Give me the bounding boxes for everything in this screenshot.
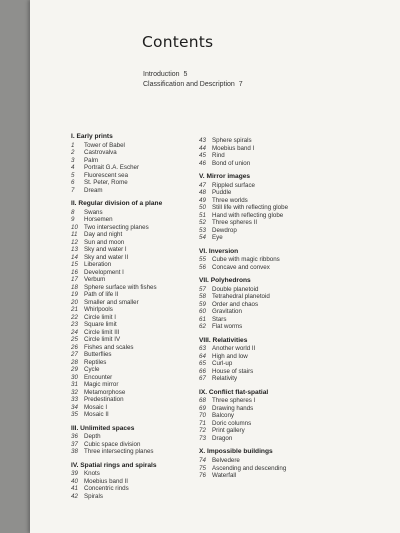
entry-number: 63 (199, 345, 206, 353)
entry-title: Drawing hands (212, 404, 254, 412)
entry-number: 39 (71, 470, 78, 478)
contents-entry (199, 189, 369, 197)
entry-title: Cycle (84, 366, 100, 374)
entry-title: Double planetoid (212, 285, 259, 293)
entry-number: 11 (71, 231, 78, 239)
entry-number: 28 (71, 358, 78, 366)
entry-number: 74 (199, 457, 206, 465)
section-title: VIII. Relativities (199, 336, 248, 344)
contents-entry (199, 145, 369, 153)
entry-number: 48 (199, 189, 206, 197)
entry-title: Cube with magic ribbons (212, 256, 280, 264)
contents-entry (199, 412, 369, 420)
entry-number: 38 (71, 448, 78, 456)
entry-number: 1 (71, 141, 75, 149)
section-title: IX. Conflict flat-spatial (199, 388, 269, 396)
entry-number: 52 (199, 219, 206, 227)
entry-number: 31 (71, 381, 78, 389)
entry-number: 50 (199, 204, 206, 212)
contents-entry (199, 137, 369, 145)
entry-title: Castrovalva (84, 149, 117, 157)
entry-number: 53 (199, 226, 206, 234)
section-title: II. Regular division of a plane (71, 200, 163, 208)
entry-number: 5 (71, 171, 75, 179)
contents-entry (199, 420, 369, 428)
entry-number: 7 (71, 186, 75, 194)
entry-title: Mosaic I (84, 403, 108, 411)
entry-title: Portrait G.A. Escher (84, 164, 140, 172)
contents-entry (199, 308, 369, 316)
entry-number: 20 (71, 298, 78, 306)
contents-entry (199, 353, 369, 361)
entry-title: Relativity (212, 375, 238, 383)
entry-number: 47 (199, 181, 206, 189)
intro-label: Classification and Description (143, 80, 235, 88)
entry-number: 67 (199, 375, 206, 383)
entry-title: St. Peter, Rome (84, 179, 128, 187)
entry-title: Circle limit I (84, 313, 116, 321)
entry-title: Waterfall (212, 472, 237, 480)
contents-entry (199, 234, 369, 242)
contents-entry (199, 427, 369, 435)
entry-title: Sun and moon (84, 238, 125, 246)
page-title: Contents (142, 33, 214, 51)
entry-title: Eye (212, 234, 223, 242)
contents-entry (199, 286, 369, 294)
entry-number: 75 (199, 464, 206, 472)
entry-title: Balcony (212, 412, 235, 420)
entry-title: Sphere surface with fishes (84, 283, 157, 291)
book-page (30, 0, 400, 533)
entry-title: Rippled surface (212, 181, 255, 189)
section-title: I. Early prints (71, 133, 113, 140)
entry-title: Three intersecting planes (84, 448, 154, 456)
entry-title: Three spheres I (212, 397, 256, 405)
entry-number: 45 (199, 152, 206, 159)
section-title: V. Mirror images (199, 173, 251, 180)
entry-title: Circle limit IV (84, 336, 121, 344)
entry-title: Mosaic II (84, 411, 109, 419)
section-title: III. Unlimited spaces (71, 424, 135, 432)
entry-title: Sphere spirals (212, 137, 252, 144)
entry-number: 8 (71, 208, 75, 216)
contents-entry (199, 152, 369, 160)
contents-entry (199, 360, 369, 368)
entry-number: 64 (199, 352, 206, 360)
entry-title: Concave and convex (212, 263, 270, 271)
entry-title: Day and night (84, 231, 123, 239)
intro-line (143, 80, 243, 90)
entry-number: 17 (71, 276, 78, 284)
entry-number: 35 (71, 411, 78, 419)
contents-entry (199, 301, 369, 309)
contents-entry (71, 485, 221, 493)
entry-number: 58 (199, 293, 206, 301)
entry-number: 71 (199, 419, 206, 427)
entry-number: 37 (71, 440, 78, 448)
entry-title: Whirlpools (84, 306, 113, 314)
entry-title: Spirals (84, 492, 103, 500)
entry-title: Print gallery (212, 427, 245, 435)
contents-entry (199, 397, 369, 405)
entry-number: 36 (71, 433, 78, 441)
entry-number: 29 (71, 366, 78, 374)
entry-number: 51 (199, 211, 206, 219)
entry-number: 68 (199, 397, 206, 405)
contents-entry (199, 160, 369, 168)
entry-title: Gravitation (212, 308, 242, 316)
contents-entry (199, 457, 369, 465)
intro-page: 7 (238, 80, 243, 88)
entry-title: Still life with reflecting globe (212, 204, 289, 212)
entry-number: 13 (71, 246, 78, 254)
entry-number: 61 (199, 315, 206, 323)
entry-title: Liberation (84, 261, 112, 269)
contents-entry (199, 375, 369, 383)
entry-number: 12 (71, 238, 78, 246)
entry-number: 2 (71, 149, 75, 157)
entry-number: 73 (199, 434, 206, 442)
entry-title: Butterflies (84, 351, 112, 359)
entry-title: Sky and water I (84, 246, 127, 254)
entry-title: Dream (84, 186, 103, 194)
entry-title: Metamorphose (84, 388, 126, 396)
entry-title: Curl-up (212, 360, 233, 368)
section-title: X. Impossible buildings (199, 448, 273, 456)
entry-number: 72 (199, 427, 206, 435)
entry-title: Belvedere (212, 457, 240, 465)
entry-number: 62 (199, 323, 206, 331)
entry-title: Doric columns (212, 419, 252, 427)
contents-entry (199, 345, 369, 353)
contents-entry (199, 323, 369, 331)
entry-number: 69 (199, 404, 206, 412)
entry-title: Hand with reflecting globe (212, 211, 284, 219)
intro-line (143, 70, 243, 80)
entry-title: Flat worms (212, 323, 243, 331)
entry-title: Concentric rinds (84, 485, 129, 493)
entry-title: Smaller and smaller (84, 298, 139, 306)
entry-number: 54 (199, 234, 206, 242)
entry-title: Square limit (84, 321, 117, 329)
contents-section (199, 137, 369, 167)
entry-title: Two intersecting planes (84, 223, 149, 231)
entry-number: 14 (71, 253, 78, 261)
entry-title: Three worlds (212, 196, 248, 204)
entry-title: Cubic space division (84, 440, 141, 448)
contents-entry (71, 493, 221, 501)
entry-number: 42 (71, 492, 78, 500)
entry-number: 56 (199, 263, 206, 271)
entry-title: Predestination (84, 396, 124, 404)
entry-title: Order and chaos (212, 300, 259, 308)
entry-number: 59 (199, 300, 206, 308)
entry-number: 32 (71, 388, 78, 396)
entry-number: 15 (71, 261, 78, 269)
contents-section (199, 448, 369, 479)
entry-title: Moebius band II (84, 477, 129, 485)
contents-entry (199, 472, 369, 480)
entry-title: Three spheres II (212, 219, 258, 227)
entry-title: Knots (84, 470, 100, 478)
entry-title: Path of life II (84, 291, 119, 299)
entry-title: Dragon (212, 434, 233, 442)
entry-number: 76 (199, 472, 206, 480)
entry-number: 9 (71, 216, 75, 224)
entry-title: Tetrahedral planetoid (212, 293, 270, 301)
entry-number: 3 (71, 156, 75, 164)
contents-entry (199, 182, 369, 190)
contents-entry (199, 405, 369, 413)
entry-number: 16 (71, 268, 78, 276)
entry-number: 70 (199, 412, 206, 420)
entry-title: House of stairs (212, 367, 254, 375)
entry-number: 18 (71, 283, 78, 291)
contents-section (199, 337, 369, 383)
contents-entry (199, 264, 369, 272)
section-title: VI. Inversion (199, 247, 239, 255)
entry-title: Moebius band I (212, 144, 255, 152)
entry-title: Fishes and scales (84, 343, 134, 351)
entry-title: Dewdrop (212, 226, 237, 234)
contents-entry (199, 227, 369, 235)
entry-title: Sky and water II (84, 253, 129, 261)
entry-number: 26 (71, 343, 78, 351)
contents-entry (199, 197, 369, 205)
entry-number: 55 (199, 256, 206, 264)
entry-number: 34 (71, 403, 78, 411)
entry-title: Development I (84, 268, 124, 276)
entry-number: 65 (199, 360, 206, 368)
entry-title: Puddle (212, 189, 232, 197)
contents-section (199, 389, 369, 443)
entry-title: Encounter (84, 373, 113, 381)
entry-number: 21 (71, 306, 78, 314)
entry-number: 30 (71, 373, 78, 381)
entry-number: 57 (199, 285, 206, 293)
contents-entry (199, 435, 369, 443)
entry-title: Ascending and descending (212, 464, 287, 472)
entry-title: Fluorescent sea (84, 171, 129, 179)
contents-section (199, 173, 369, 242)
entry-title: Stars (212, 315, 227, 323)
entry-number: 25 (71, 336, 78, 344)
entry-number: 23 (71, 321, 78, 329)
entry-title: Another world II (212, 345, 256, 353)
entry-number: 19 (71, 291, 78, 299)
intro-block (143, 70, 243, 89)
entry-title: Magic mirror (84, 381, 119, 389)
entry-title: Swans (84, 208, 103, 216)
intro-page: 5 (183, 71, 188, 78)
entry-number: 46 (199, 159, 206, 167)
entry-number: 6 (71, 179, 75, 187)
entry-number: 33 (71, 396, 78, 404)
entry-number: 49 (199, 196, 206, 204)
contents-section (199, 277, 369, 331)
entry-number: 41 (71, 485, 78, 493)
intro-label: Introduction (143, 71, 180, 78)
entry-title: Reptiles (84, 358, 107, 366)
contents-entry (199, 316, 369, 324)
entry-title: High and low (212, 352, 248, 360)
section-title: IV. Spatial rings and spirals (71, 461, 157, 469)
entry-title: Horsemen (84, 216, 113, 224)
contents-entry (199, 465, 369, 473)
entry-number: 22 (71, 313, 78, 321)
entry-title: Depth (84, 433, 101, 441)
section-title: VII. Polyhedrons (199, 277, 251, 285)
contents-entry (199, 212, 369, 220)
entry-title: Bond of union (212, 159, 251, 167)
entry-title: Palm (84, 156, 99, 164)
contents-right-column (199, 137, 369, 486)
contents-entry (199, 219, 369, 227)
entry-title: Verbum (84, 276, 106, 284)
entry-number: 24 (71, 328, 78, 336)
entry-number: 27 (71, 351, 78, 359)
entry-number: 66 (199, 367, 206, 375)
contents-entry (199, 293, 369, 301)
entry-number: 10 (71, 223, 78, 231)
entry-title: Circle limit III (84, 328, 120, 336)
contents-entry (199, 256, 369, 264)
entry-number: 44 (199, 144, 206, 152)
entry-title: Tower of Babel (84, 141, 125, 149)
entry-number: 4 (71, 164, 75, 172)
entry-number: 40 (71, 477, 78, 485)
contents-entry (199, 368, 369, 376)
contents-section (199, 248, 369, 272)
entry-number: 60 (199, 308, 206, 316)
contents-entry (199, 204, 369, 212)
entry-number: 43 (199, 137, 206, 144)
entry-title: Rind (212, 152, 225, 159)
